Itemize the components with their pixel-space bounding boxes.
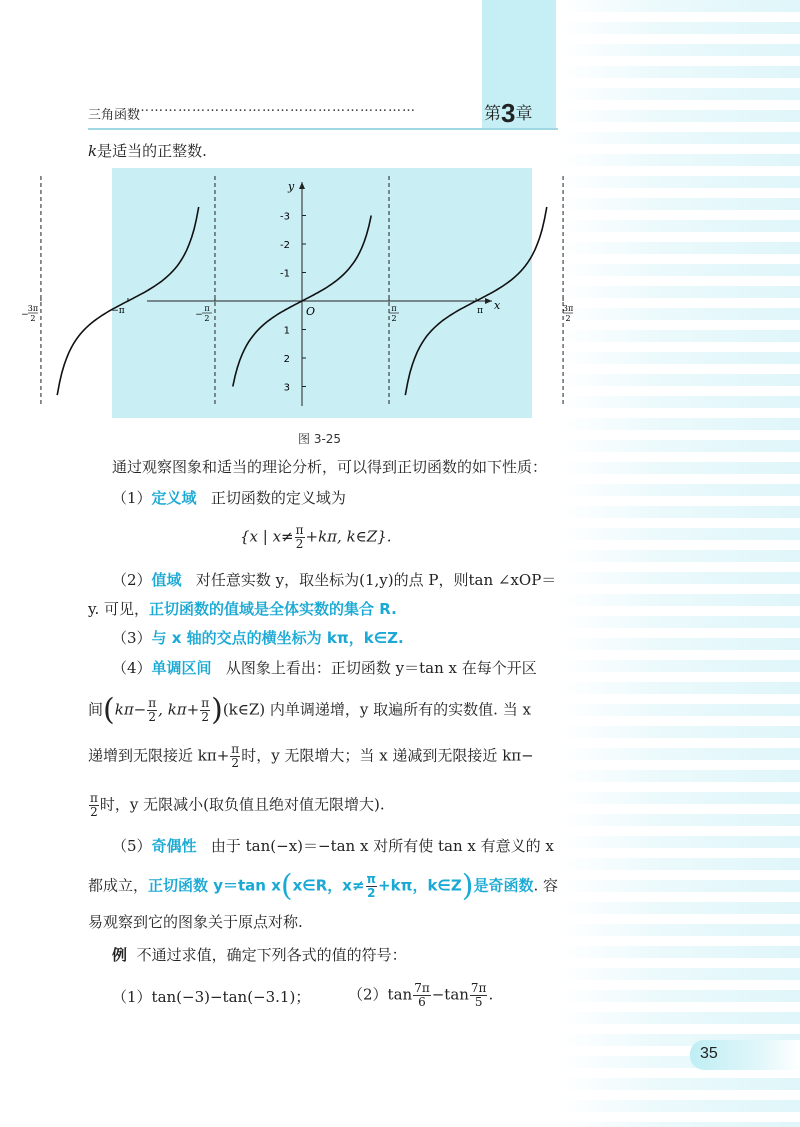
example-heading: 例 不通过求值，确定下列各式的值的符号： <box>112 946 407 964</box>
chapter-label: 第3章 <box>484 98 533 128</box>
y-tick-label: 3 <box>283 382 290 394</box>
property-5-title: 奇偶性 <box>151 837 197 855</box>
x-tick-label: π <box>477 306 484 316</box>
origin-label: O <box>306 305 316 318</box>
property-2-title: 值域 <box>151 571 182 589</box>
x-tick-label: −π <box>111 306 125 316</box>
property-4-line4: $\frac{\pi}{2}$ 时，y 无限减小(取负值且绝对值无限增大). <box>90 791 385 819</box>
y-tick-label: -3 <box>280 211 290 223</box>
y-tick-label: -2 <box>280 240 290 251</box>
page-number: 35 <box>700 1045 718 1062</box>
x-axis-label: x <box>494 299 501 312</box>
example-2: （2）tan $\frac{7\pi}{6}$ −tan $\frac{7\pi}{5}$ . <box>348 981 494 1009</box>
header-rule <box>88 128 558 130</box>
section-name: 三角函数 <box>88 108 141 123</box>
y-axis-label: y <box>288 180 295 193</box>
property-3: （3）与 x 轴的交点的横坐标为 kπ，k∈Z. <box>112 629 404 647</box>
x-tick-label: π <box>204 304 210 313</box>
x-tick-label: 2 <box>565 314 571 323</box>
figure-caption: 图 3-25 <box>298 432 342 446</box>
property-1-title: 定义域 <box>151 489 197 507</box>
property-4-line3: 递增到无限接近 kπ+ $\frac{\pi}{2}$ 时，y 无限增大；当 x 递减到无限接近 kπ− <box>88 742 534 770</box>
x-tick-label: − <box>21 310 29 320</box>
intro-line: k是适当的正整数. <box>88 142 207 160</box>
decorative-stripes <box>560 0 800 1127</box>
domain-formula: {x | x≠ $\frac{\pi}{2}$ +kπ, k∈Z}. <box>240 523 392 551</box>
tangent-graph <box>21 168 574 418</box>
x-tick-label: 3π <box>562 304 574 313</box>
property-4: （4）单调区间 从图象上看出：正切函数 y＝tan x 在每个开区 <box>112 659 537 677</box>
example-1: （1）tan(−3)−tan(−3.1)； <box>112 988 311 1006</box>
property-1: （1）定义域 正切函数的定义域为 <box>112 489 346 507</box>
lead-paragraph: 通过观察图象和适当的理论分析，可以得到正切函数的如下性质： <box>112 458 548 476</box>
y-tick-label: 1 <box>283 325 290 337</box>
x-tick-label: π <box>391 304 397 313</box>
x-tick-label: 2 <box>391 314 397 323</box>
x-tick-label: − <box>195 310 203 320</box>
x-tick-label: 2 <box>30 314 36 323</box>
running-header <box>88 98 558 128</box>
property-2-line2: y. 可见，正切函数的值域是全体实数的集合 R. <box>88 600 397 618</box>
y-tick-label: 2 <box>283 354 290 365</box>
property-5-line2: 都成立，正切函数 y＝tan x(x∈R，x≠ $\frac{\pi}{2}$ +kπ，k∈Z)是奇函数. 容 <box>88 868 559 904</box>
y-axis-arrow <box>299 182 305 189</box>
property-4-title: 单调区间 <box>151 659 212 677</box>
property-5-line3: 易观察到它的图象关于原点对称. <box>88 913 303 931</box>
x-tick-label: 2 <box>204 314 210 323</box>
property-2: （2）值域 对任意实数 y，取坐标为(1,y)的点 P，则tan ∠xOP＝ <box>112 571 557 589</box>
chapter-number: 3 <box>501 98 516 128</box>
property-4-line2: 间(kπ− $\frac{\pi}{2}$ , kπ+ $\frac{\pi}{2}$ )(k∈Z) 内单调递增，y 取遍所有的实数值. 当 x <box>88 692 531 728</box>
x-axis-arrow <box>485 298 492 304</box>
property-5: （5）奇偶性 由于 tan(−x)＝−tan x 对所有使 tan x 有意义的 x <box>112 837 554 855</box>
leader-dots: …………………………………………………… <box>136 100 416 115</box>
y-tick-label: -1 <box>280 268 290 280</box>
x-tick-label: 3π <box>27 304 39 313</box>
tangent-graph-panel <box>21 168 574 418</box>
